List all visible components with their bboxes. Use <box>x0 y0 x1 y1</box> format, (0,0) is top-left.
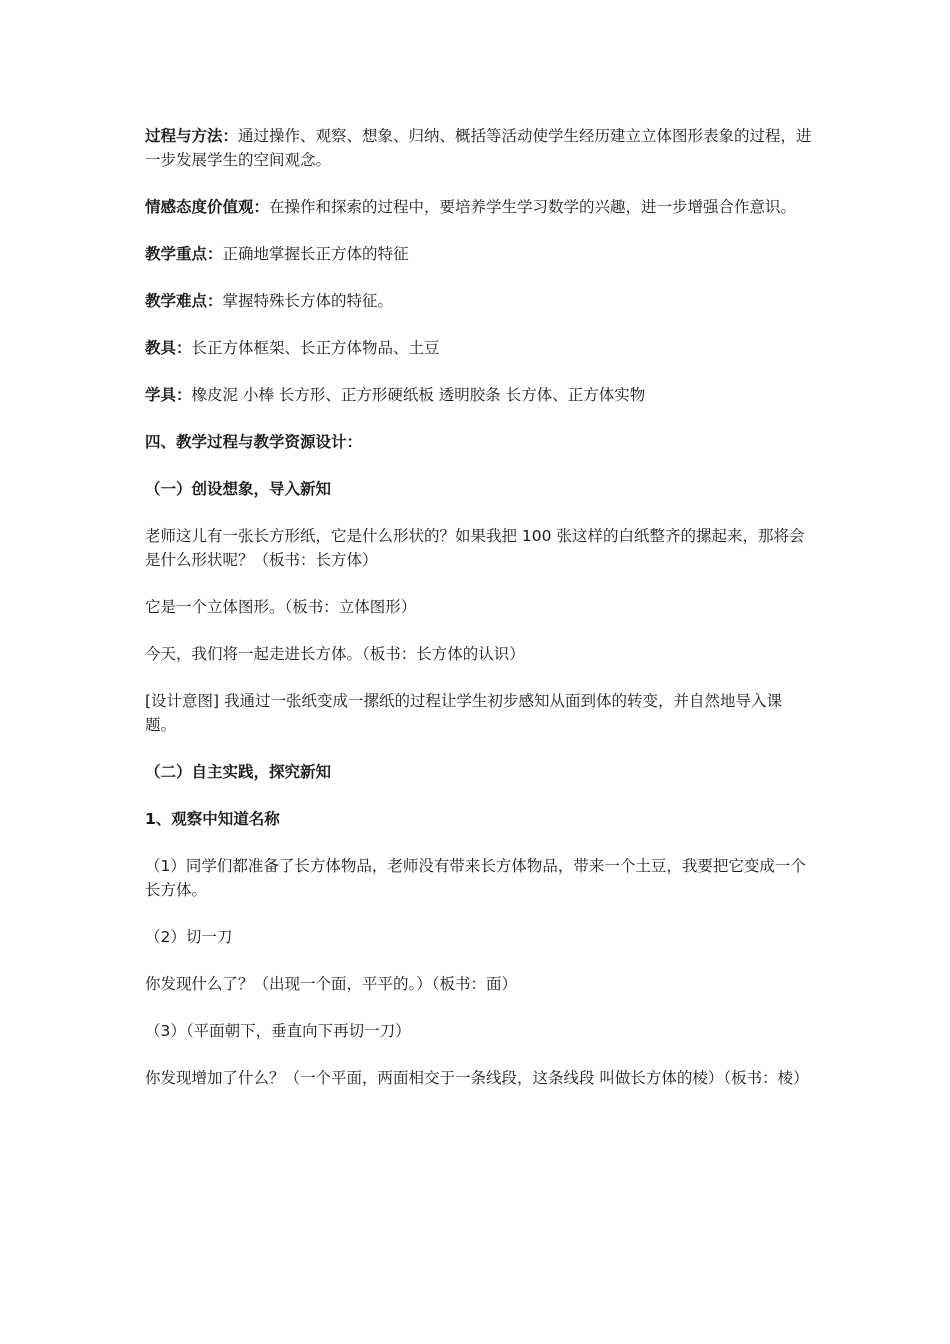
paragraph-teaching-aids <box>145 336 813 360</box>
paragraph-step-3: （3）（平面朝下，垂直向下再切一刀） <box>145 1022 411 1040</box>
subsection-heading-1: （一）创设想象，导入新知 <box>145 480 332 498</box>
item-heading-1: 1、观察中知道名称 <box>145 810 280 828</box>
paragraph-emotion-values <box>145 195 813 219</box>
text-key-point: 正确地掌握长正方体的特征 <box>222 245 409 263</box>
subsection-heading-2: （二）自主实践，探究新知 <box>145 763 332 781</box>
paragraph-step-2: （2）切一刀 <box>145 928 233 946</box>
label-learning-aids: 学具： <box>145 386 192 404</box>
label-teaching-aids: 教具： <box>145 339 192 357</box>
paragraph-solid-figure: 它是一个立体图形。（板书：立体图形） <box>145 598 417 616</box>
paragraph-learning-aids <box>145 383 813 407</box>
label-difficulty: 教学难点： <box>145 292 223 310</box>
paragraph-difficulty <box>145 289 813 313</box>
paragraph-discover-edge: 你发现增加了什么？（一个平面，两面相交于一条线段，这条线段 叫做长方体的棱）（板书：棱） <box>145 1069 809 1087</box>
paragraph-today: 今天，我们将一起走进长方体。（板书：长方体的认识） <box>145 645 525 663</box>
paragraph-intro-paper: 老师这儿有一张长方形纸，它是什么形状的？如果我把 100 张这样的白纸整齐的摞起来，那将会是什么形状呢？（板书：长方体） <box>145 527 805 569</box>
label-process-method: 过程与方法： <box>145 127 239 145</box>
section-heading-4: 四、教学过程与教学资源设计： <box>145 433 363 451</box>
text-learning-aids: 橡皮泥 小棒 长方形、正方形硬纸板 透明胶条 长方体、正方体实物 <box>191 386 646 404</box>
paragraph-key-point <box>145 242 813 266</box>
text-emotion-values: 在操作和探索的过程中，要培养学生学习数学的兴趣，进一步增强合作意识。 <box>269 198 797 216</box>
paragraph-discover-face: 你发现什么了？（出现一个面，平平的。）（板书：面） <box>145 975 518 993</box>
document-page <box>145 124 813 1113</box>
paragraph-process-method <box>145 124 813 172</box>
text-process-method: 通过操作、观察、想象、归纳、概括等活动使学生经历建立立体图形表象的过程，进一步发展学生的空间观念。 <box>145 127 812 169</box>
paragraph-design-intent: [设计意图] 我通过一张纸变成一摞纸的过程让学生初步感知从面到体的转变，并自然地导入课题。 <box>145 692 783 734</box>
text-teaching-aids: 长正方体框架、长正方体物品、土豆 <box>191 339 440 357</box>
label-key-point: 教学重点： <box>145 245 223 263</box>
paragraph-step-1: （1）同学们都准备了长方体物品，老师没有带来长方体物品，带来一个土豆，我要把它变成一个长方体。 <box>145 857 806 899</box>
label-emotion-values: 情感态度价值观： <box>145 198 270 216</box>
text-difficulty: 掌握特殊长方体的特征。 <box>222 292 394 310</box>
